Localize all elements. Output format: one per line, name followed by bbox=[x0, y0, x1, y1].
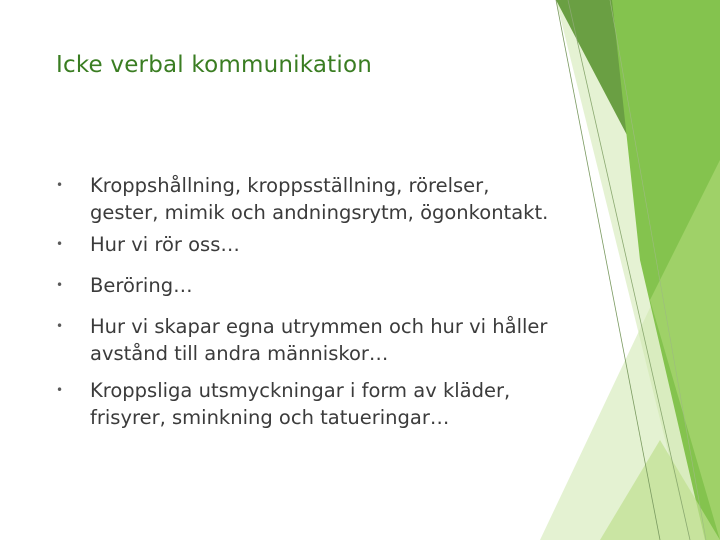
bullet-item-4 bbox=[56, 313, 556, 367]
bullet-list bbox=[56, 172, 556, 431]
bullet-item-5 bbox=[56, 377, 556, 431]
bullet-text-4: Hur vi skapar egna utrymmen och hur vi håller avstånd till andra människor… bbox=[90, 315, 548, 365]
bullet-dot-icon: • bbox=[56, 278, 64, 292]
bullet-dot-icon: • bbox=[56, 237, 64, 251]
bullet-text-2: Hur vi rör oss… bbox=[90, 233, 240, 256]
bullet-item-1 bbox=[56, 172, 556, 226]
bullet-text-1: Kroppshållning, kroppsställning, rörelser, gester, mimik och andningsrytm, ögonkontakt. bbox=[90, 174, 549, 224]
bullet-dot-icon: • bbox=[56, 178, 64, 192]
slide-title: Icke verbal kommunikation bbox=[56, 52, 372, 78]
bullet-text-3: Beröring… bbox=[90, 274, 193, 297]
bullet-item-2 bbox=[56, 231, 556, 258]
bullet-dot-icon: • bbox=[56, 319, 64, 333]
bullet-dot-icon: • bbox=[56, 383, 64, 397]
bullet-text-5: Kroppsliga utsmyckningar i form av kläder, frisyrer, sminkning och tatueringar… bbox=[90, 379, 511, 429]
bullet-item-3 bbox=[56, 272, 556, 299]
